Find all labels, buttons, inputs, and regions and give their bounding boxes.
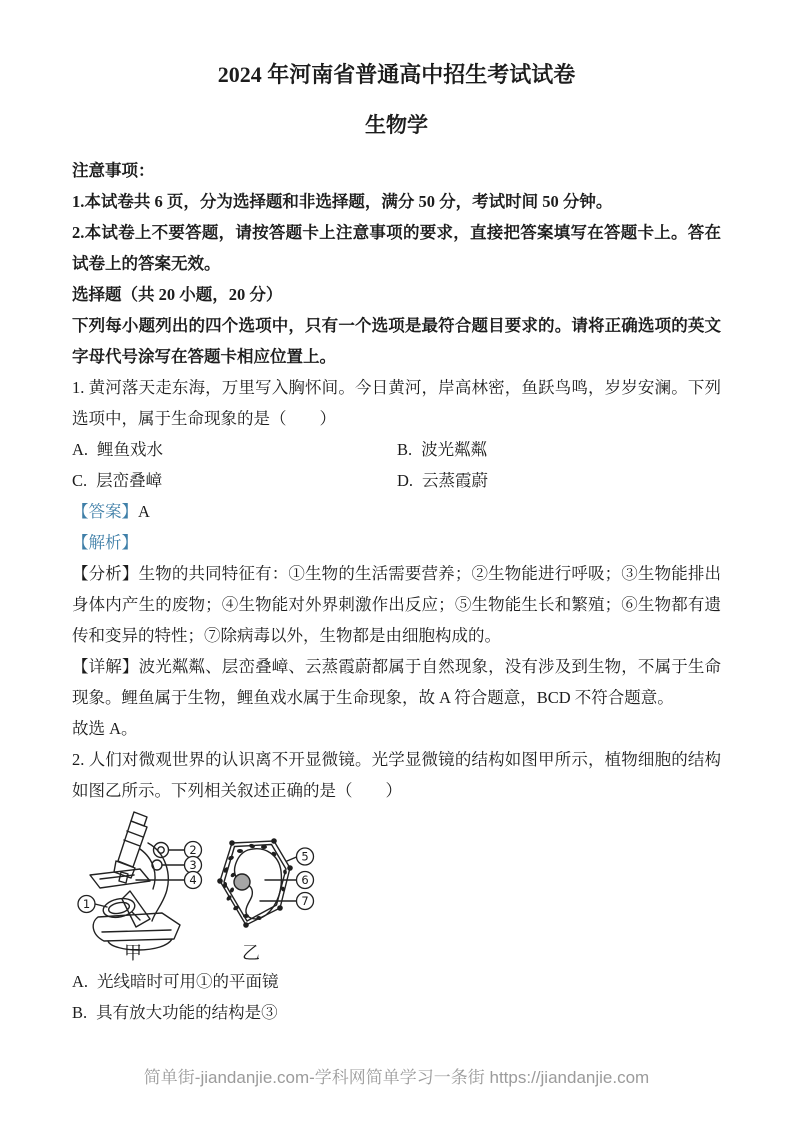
q1-option-d-text: 云蒸霞蔚 (422, 471, 489, 490)
q1-option-b-text: 波光粼粼 (421, 440, 488, 459)
page-footer: 简单街-jiandanjie.com-学科网简单学习一条街 https://jiandanjie.com (143, 1068, 650, 1087)
q2-option-a-text: 光线暗时可用①的平面镜 (97, 972, 279, 991)
q1-answer-value: A (138, 502, 150, 521)
callout-5-badge (297, 848, 314, 865)
callout-6-badge (297, 872, 314, 889)
section-heading: 选择题（共 20 小题，20 分） (72, 285, 283, 304)
notice-item-2: 2.本试卷上不要答题，请按答题卡上注意事项的要求，直接把答案填写在答题卡上。答在试卷上的答案无效。 (72, 223, 721, 273)
q2-option-b (72, 997, 721, 1028)
q1-detail-text: 【详解】波光粼粼、层峦叠嶂、云蒸霞蔚都属于自然现象，没有涉及到生物，不属于生命现象。鲤鱼属于生物，鲤鱼戏水属于生命现象，故 A 符合题意，BCD 不符合题意。 (72, 657, 721, 707)
callout-4-badge (185, 872, 202, 889)
figure-label-yi: 乙 (242, 943, 260, 963)
q1-stem: 1. 黄河落天走东海，万里写入胸怀间。今日黄河，岸高林密，鱼跃鸟鸣，岁岁安澜。下列选项中，属于生命现象的是（ ） (72, 378, 721, 428)
q1-option-d (397, 465, 488, 496)
q1-option-b-label: B. (397, 440, 413, 459)
q1-analysis-label: 【解析】 (72, 533, 138, 552)
callout-5-number: 5 (301, 849, 309, 864)
cell-nucleus (234, 874, 250, 890)
notice-heading: 注意事项： (72, 161, 155, 180)
q1-option-c-label: C. (72, 471, 88, 490)
cell-leader-lines (260, 857, 297, 901)
q1-option-a (72, 434, 397, 465)
q2-option-a (72, 966, 721, 997)
q1-options-row-1 (72, 434, 721, 465)
figure-label-jia: 甲 (124, 943, 142, 963)
callout-1-number: 1 (82, 897, 91, 911)
callout-7-badge (297, 893, 314, 910)
callout-1-badge (78, 896, 95, 913)
q1-option-b (397, 434, 487, 465)
callout-2-number: 2 (189, 843, 197, 857)
section-instruction: 下列每小题列出的四个选项中，只有一个选项是最符合题目要求的。请将正确选项的英文字母代号涂写在答题卡相应位置上。 (72, 316, 721, 366)
q1-option-d-label: D. (397, 471, 414, 490)
q1-option-c-text: 层峦叠嶂 (96, 471, 163, 490)
q2-figure (74, 809, 326, 963)
q1-conclusion: 故选 A。 (72, 719, 138, 738)
microscope-diagram (90, 812, 180, 950)
q1-analysis-heading (72, 527, 721, 558)
q2-option-b-text: 具有放大功能的结构是③ (96, 1003, 278, 1022)
q1-option-a-text: 鲤鱼戏水 (97, 440, 164, 459)
page-title: 2024 年河南省普通高中招生考试试卷 (217, 62, 576, 87)
q2-option-a-label: A. (72, 972, 89, 991)
q1-answer-line (72, 496, 721, 527)
callout-7-number: 7 (301, 894, 309, 908)
subject-title: 生物学 (365, 113, 428, 137)
callout-3-number: 3 (189, 858, 197, 872)
q2-stem: 2. 人们对微观世界的认识离不开显微镜。光学显微镜的结构如图甲所示，植物细胞的结构如图乙所示。下列相关叙述正确的是（ ） (72, 750, 721, 800)
plant-cell-diagram (217, 838, 293, 928)
q1-options-row-2 (72, 465, 721, 496)
q1-analysis-text: 【分析】生物的共同特征有：①生物的生活需要营养；②生物能进行呼吸；③生物能排出身体内产生的废物；④生物能对外界刺激作出反应；⑤生物能生长和繁殖；⑥生物都有遗传和变异的特性；⑦除病毒以外，生物都是由细胞构成的。 (72, 564, 721, 645)
q1-answer-label: 【答案】 (72, 502, 138, 521)
q2-option-b-label: B. (72, 1003, 88, 1022)
callout-6-number: 6 (301, 873, 309, 887)
callout-4-number: 4 (189, 873, 197, 887)
notice-item-1: 1.本试卷共 6 页，分为选择题和非选择题，满分 50 分，考试时间 50 分钟。 (72, 192, 613, 211)
q1-option-c (72, 465, 397, 496)
q1-option-a-label: A. (72, 440, 89, 459)
